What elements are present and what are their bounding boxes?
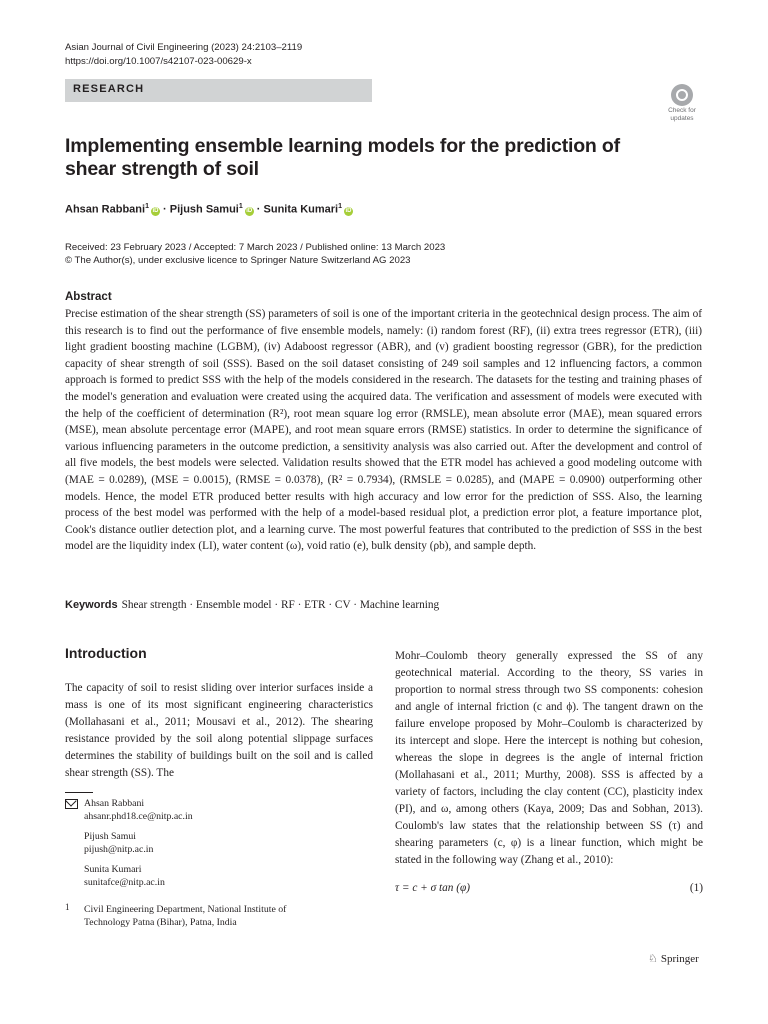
- envelope-icon: [65, 799, 78, 809]
- contact-name: Ahsan Rabbani: [84, 798, 145, 809]
- affiliation-number: 1: [65, 902, 70, 912]
- crossmark-icon: [671, 84, 693, 106]
- author-affiliation-ref: 1: [145, 203, 149, 210]
- orcid-icon[interactable]: iD: [345, 207, 352, 214]
- equation-number: (1): [689, 882, 703, 894]
- author-list: [65, 203, 353, 216]
- introduction-right-paragraph: Mohr–Coulomb theory generally expressed the SS of any geotechnical material. According to the theory, SS varies in proportion to normal stress through two SS components: cohesion and angle of internal friction (c and ϕ). The tangent drawn on the failure envelope proposed by Mohr–Coulomb is characterized by its intercept and slope. Here the intercept is nothing but cohesion, whereas the slope in degrees is the angle of internal friction (Mollahasani et al., 2011; Murthy, 2008). SSS is affected by a variety of factors, including the clay content (CC), plasticity index (PI), and ω, among others (Kaya, 2009; Das and Sobhan, 2013). Coulomb's law states that the relationship between SS (τ) and shearing parameters (c, φ) is a linear function, which might be stated in the following way (Zhang et al., 2010):: [395, 650, 703, 866]
- copyright-notice: © The Author(s), under exclusive licence to Springer Nature Switzerland AG 2023: [65, 255, 411, 266]
- section-banner: [65, 79, 372, 102]
- contact-email[interactable]: pijush@nitp.ac.in: [84, 844, 154, 855]
- contact-entry: [84, 797, 193, 823]
- orcid-icon[interactable]: iD: [246, 207, 253, 214]
- author-name[interactable]: Ahsan Rabbani: [65, 203, 146, 216]
- abstract-body: Precise estimation of the shear strength (SS) parameters of soil is one of the important criteria in the geotechnical design process. The aim of this research is to find out the performance of five ensemble models, namely: (i) random forest (RF), (ii) extra trees regressor (ETR), (iii) light gradient boosting machine (LGBM), (iv) Adaboost regressor (ABR), and (v) gradient boosting regressor (GBR), for the prediction capacity of shear strength of soil (SSS). Based on the soil dataset consisting of 249 soil samples and 12 influencing factors, a common approach is formed to predict SSS with the help of the models considered in the research. The datasets for the testing and training phases of the model's generation and evaluation were created using the acquired data. The verification and assessment of models were executed with the help of the coefficient of determination (R²), root mean square log error (RMSLE), mean absolute error (MAE), mean squared errors (MSE), mean absolute percentage error (MAPE), and root mean square errors (RMSE) statistics. In order to determine the significance of various influencing parameters in the outcome prediction, a sensitivity analysis was also carried out. After the development and control of all five models, the best models were selected. Validation results showed that the ETR model has achieved a good modeling outcome with (MAE = 0.0289), (MSE = 0.0015), (RMSE = 0.0378), (R² = 0.7934), (RMSLE = 0.0285), and (MAPE = 0.0900) outperforming other models. Hence, the model ETR produced better results with high accuracy and low error for the prediction of SSS. Also, the learning process of the best model was performed with the help of a model-based residual plot, a prediction error plot, a feature importance plot, Cook's distance outlier detection plot, and a learning curve. The most powerful features that contributed to the prediction of SSS in the best model are the liquidity index (LI), water content (ω), void ratio (e), bulk density (ρb), and sample depth.: [65, 308, 702, 553]
- corresponding-contacts: [84, 797, 193, 896]
- contact-email[interactable]: sunitafce@nitp.ac.in: [84, 877, 165, 888]
- author-affiliation-ref: 1: [338, 203, 343, 210]
- equation-formula: τ = c + σ tan (φ): [395, 882, 471, 894]
- contact-name: Sunita Kumari: [84, 864, 142, 875]
- publisher-logo: [648, 952, 699, 965]
- author-separator: ·: [159, 203, 170, 216]
- author-affiliation-ref: 1: [238, 203, 243, 210]
- contact-email[interactable]: ahsanr.phd18.ce@nitp.ac.in: [84, 811, 193, 822]
- publisher-name: Springer: [660, 953, 699, 965]
- journal-citation: Asian Journal of Civil Engineering (2023) 24:2103–2119: [65, 42, 303, 53]
- doi-link[interactable]: https://doi.org/10.1007/s42107-023-00629-x: [65, 56, 252, 67]
- article-title: Implementing ensemble learning models for the prediction of shear strength of soil: [65, 135, 620, 180]
- contact-name: Pijush Samui: [84, 831, 136, 842]
- check-for-updates-line2: updates: [670, 115, 694, 122]
- keywords-label: Keywords: [65, 599, 118, 611]
- footnote-divider: [65, 792, 93, 793]
- publication-dates: Received: 23 February 2023 / Accepted: 7 March 2023 / Published online: 13 March 2023: [65, 242, 446, 253]
- springer-horse-icon: ♘: [648, 953, 658, 965]
- abstract-heading: Abstract: [65, 291, 112, 303]
- check-for-updates-line1: Check for: [668, 107, 696, 114]
- orcid-icon[interactable]: iD: [152, 207, 159, 214]
- check-for-updates-badge[interactable]: [663, 84, 701, 124]
- introduction-left-paragraph: The capacity of soil to resist sliding over interior surfaces inside a mass is one of its most significant engineering characteristics (Mollahasani et al., 2011; Mousavi et al., 2012). The shearing resistance provided by the soil along potential slippage surfaces determines the stability of buildings built on the soil and is called shear strength (SS). The: [65, 682, 373, 779]
- author-name[interactable]: Sunita Kumari: [263, 203, 339, 216]
- author-separator: ·: [253, 203, 264, 216]
- keywords-list: Shear strength · Ensemble model · RF · ETR · CV · Machine learning: [121, 599, 440, 611]
- contact-entry: [84, 830, 193, 856]
- author-name[interactable]: Pijush Samui: [169, 203, 239, 216]
- contact-entry: [84, 863, 193, 889]
- introduction-heading: Introduction: [65, 645, 147, 661]
- keywords-line: [65, 599, 439, 611]
- affiliation-text: Civil Engineering Department, National Institute of Technology Patna (Bihar), Patna, India: [84, 904, 287, 928]
- section-label: RESEARCH: [73, 83, 145, 95]
